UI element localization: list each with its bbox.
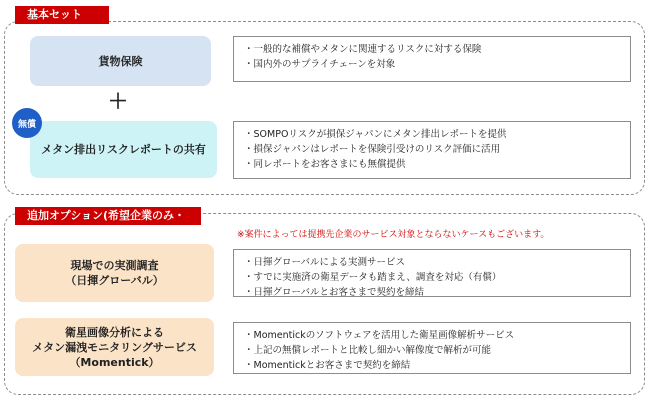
bullet-item: ・ SOMPOリスクが損保ジャパンにメタン排出レポートを提供 [244,127,620,142]
bullet-item: ・ 同レポートをお客さまにも無償提供 [244,157,620,172]
basic-set-title: 基本セット [15,6,109,24]
satellite-monitoring-box: 衛星画像分析による メタン漏洩モニタリングサービス （Momentick） [15,318,214,376]
onsite-survey-details [233,249,631,297]
optional-title: 追加オプション(希望企業のみ・有償) [15,207,201,225]
bullet-item: ・ 損保ジャパンはレポートを保険引受けのリスク評価に活用 [244,142,620,157]
bullet-item: ・ 日揮グローバルとお客さまで契約を締結 [244,285,620,300]
bullet-item: ・ 一般的な補償やメタンに関連するリスクに対する保険 [244,42,620,57]
free-badge: 無償 [12,108,42,138]
cargo-insurance-box: 貨物保険 [30,36,211,86]
satellite-monitoring-details [233,322,631,374]
bullet-item: ・ 日揮グローバルによる実測サービス [244,255,620,270]
methane-report-box: メタン排出リスクレポートの共有 [30,121,217,178]
bullet-item: ・ 上記の無償レポートと比較し細かい解像度で解析が可能 [244,343,620,358]
onsite-survey-box: 現場での実測調査 （日揮グローバル） [15,244,214,302]
methane-report-details [233,121,631,179]
bullet-item: ・ Momentickとお客さまで契約を締結 [244,358,620,373]
bullet-item: ・ すでに実施済の衛星データも踏まえ、調査を対応（有償） [244,270,620,285]
plus-icon: ＋ [108,89,128,113]
caveat-note: ※案件によっては提携先企業のサービス対象とならないケースもございます。 [237,230,550,240]
bullet-item: ・ Momentickのソフトウェアを活用した衛星画像解析サービス [244,328,620,343]
cargo-insurance-details [233,36,631,82]
bullet-item: ・ 国内外のサプライチェーンを対象 [244,57,620,72]
